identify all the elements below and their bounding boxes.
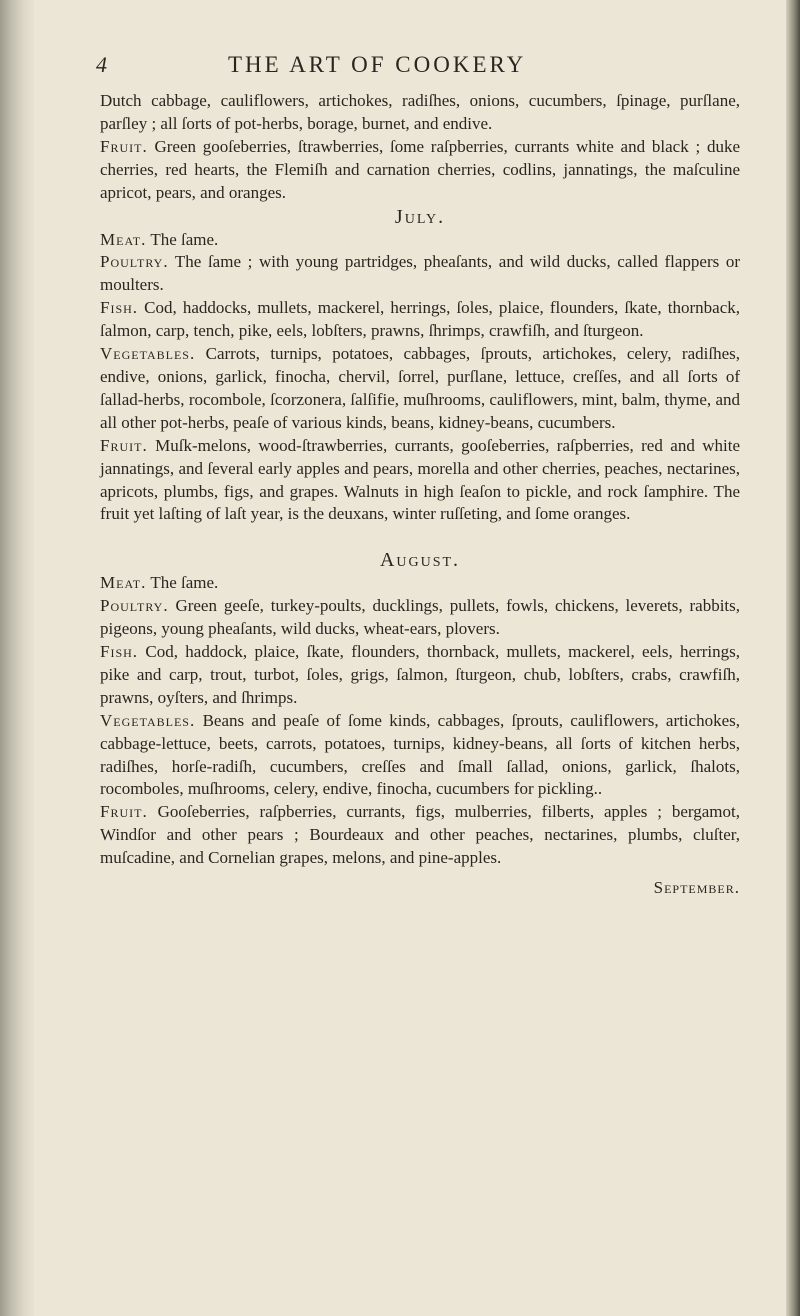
entry-text: The ſame ; with young partridges, pheaſants, and wild ducks, called flappers or moulters. xyxy=(100,252,740,295)
june-fruit-entry xyxy=(100,136,740,205)
august-meat-entry xyxy=(100,572,740,595)
book-page xyxy=(96,52,741,898)
entry-text: Gooſeberries, raſpberries, currants, figs, mulberries, filberts, apples ; bergamot, Windſor and other pears ; Bourdeaux and other peaches, nectarines, plumbs, cluſter, muſcadine, and Cornelian grapes, melons, and pine-apples. xyxy=(100,802,740,868)
july-meat-entry xyxy=(100,229,740,252)
page-edge-shadow xyxy=(786,0,800,1316)
entry-label: Fruit. xyxy=(100,435,148,455)
august-vegetables-entry xyxy=(100,710,740,802)
entry-label: Vegetables. xyxy=(100,710,196,730)
page-header xyxy=(96,52,740,90)
entry-label: Fruit. xyxy=(100,136,148,156)
august-fish-entry xyxy=(100,641,740,710)
entry-label: Fruit. xyxy=(100,802,148,822)
month-heading-august: August. xyxy=(379,549,461,572)
entry-label: Fish. xyxy=(100,642,139,662)
book-gutter-shadow xyxy=(0,0,34,1316)
entry-label: Meat. xyxy=(100,229,147,249)
running-title: THE ART OF COOKERY xyxy=(228,52,527,77)
entry-text: Cod, haddocks, mullets, mackerel, herrings, ſoles, plaice, flounders, ſkate, thornback, ſalmon, carp, tench, pike, eels, lobſters, prawns, ſhrimps, crawfiſh, and ſturgeon. xyxy=(100,298,740,341)
entry-label: Meat. xyxy=(100,573,147,593)
entry-text: Cod, haddock, plaice, ſkate, flounders, thornback, mullets, mackerel, eels, herrings, pike and carp, trout, turbot, ſoles, grigs, ſalmon, ſturgeon, chub, lobſters, crabs, crawfiſh, prawns, oyſters, and ſhrimps. xyxy=(100,642,740,707)
entry-label: Poultry. xyxy=(100,596,169,616)
july-fruit-entry xyxy=(100,435,740,527)
entry-text: The ſame. xyxy=(150,573,219,593)
entry-text: Green gooſeberries, ſtrawberries, ſome raſpberries, currants white and black ; duke cherries, red hearts, the Flemiſh and carnation cherries, codlins, jannatings, the maſculine apricot, pears, and oranges. xyxy=(100,136,741,202)
august-fruit-entry xyxy=(100,801,740,870)
entry-label: Poultry. xyxy=(100,252,169,272)
entry-text: Beans and peaſe of ſome kinds, cabbages, ſprouts, cauliflowers, artichokes, cabbage-lettuce, beets, carrots, potatoes, turnips, kidney-beans, all ſorts of kitchen herbs, radiſhes, horſe-radiſh, cucumbers, creſſes and ſmall ſallad, onions, garlick, ſhalots, rocomboles, muſhrooms, celery, endive, finocha, cucumbers for pickling.. xyxy=(100,710,741,799)
july-poultry-entry xyxy=(100,251,740,297)
entry-text: Muſk-melons, wood-ſtrawberries, currants, gooſeberries, raſpberries, red and white jannatings, and ſeveral early apples and pears, morella and other cherries, peaches, nectarines, apricots, plumbs, figs, and grapes. Walnuts in high ſeaſon to pickle, and rock ſamphire. The fruit yet laſting of laſt year, is the deuxans, winter ruſſeting, and ſome oranges. xyxy=(100,435,741,524)
entry-label: Vegetables. xyxy=(100,344,196,364)
august-poultry-entry xyxy=(100,595,740,641)
entry-text: The ſame. xyxy=(150,229,219,249)
july-vegetables-entry xyxy=(100,343,740,435)
entry-text: Green geeſe, turkey-poults, ducklings, pullets, fowls, chickens, leverets, rabbits, pigeons, young pheaſants, wild ducks, wheat-ears, plovers. xyxy=(100,596,741,639)
entry-text: Carrots, turnips, potatoes, cabbages, ſprouts, artichokes, celery, radiſhes, endive, onions, garlick, finocha, chervil, ſorrel, purſlane, lettuce, creſſes, and all ſorts of ſallad-herbs, rocombole, ſcorzonera, ſalſifie, muſhrooms, cauliflowers, mint, balm, thyme, and all other pot-herbs, peaſe of various kinds, beans, kidney-beans, cucumbers. xyxy=(100,344,740,432)
entry-label: Fish. xyxy=(100,298,139,318)
july-fish-entry xyxy=(100,297,740,343)
catchword: September. xyxy=(653,878,740,898)
intro-paragraph: Dutch cabbage, cauliflowers, artichokes, radiſhes, onions, cucumbers, ſpinage, purſlane, parſley ; all ſorts of pot-herbs, borage, burnet, and endive. xyxy=(100,91,740,133)
page-number: 4 xyxy=(96,52,110,77)
month-heading-july: July. xyxy=(394,205,446,228)
